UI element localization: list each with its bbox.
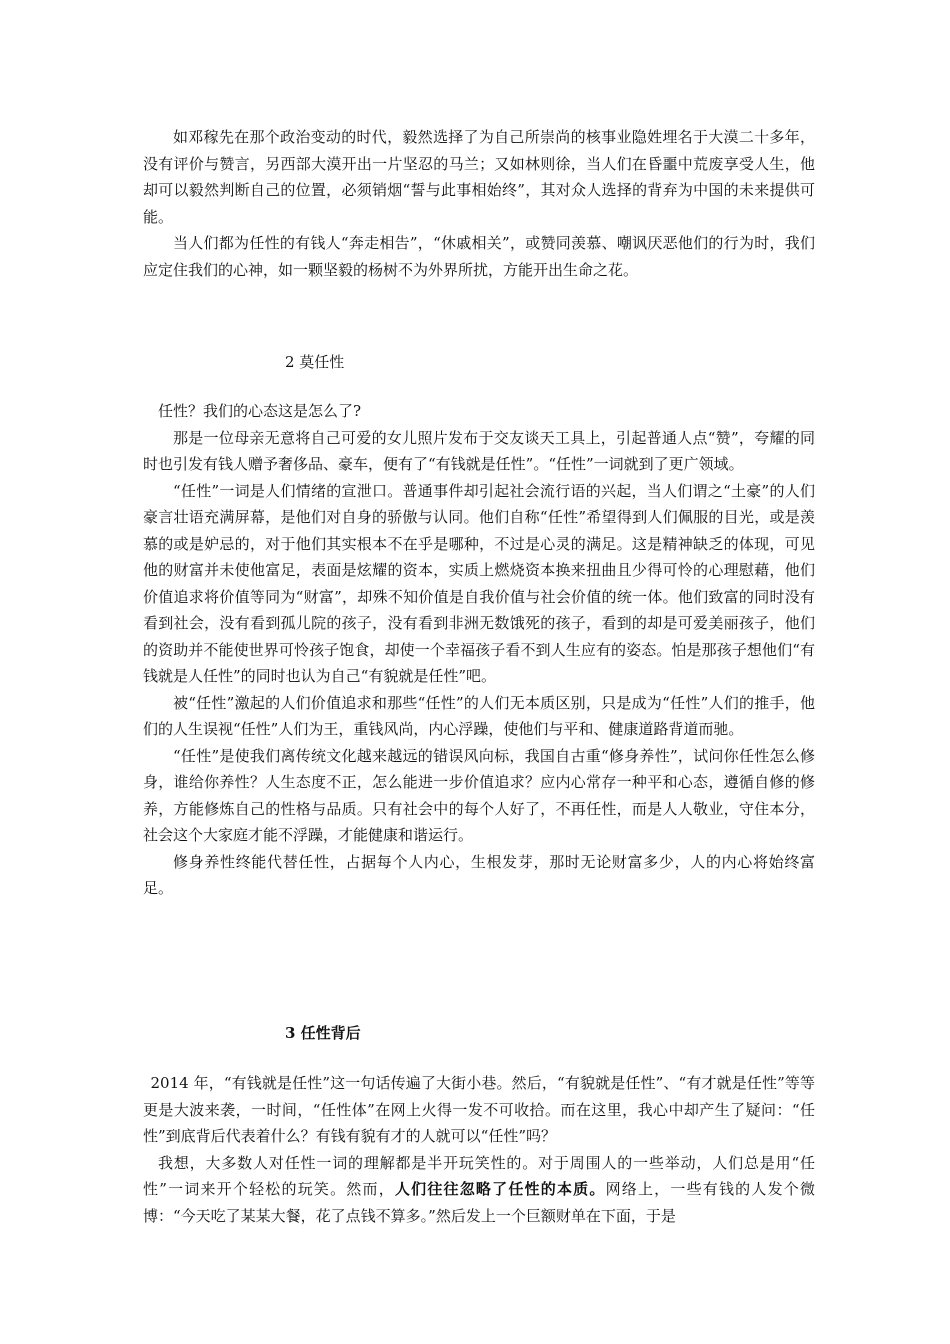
paragraph: 如邓稼先在那个政治变动的时代，毅然选择了为自己所崇尚的核事业隐姓埋名于大漠二十多年，没有评价与赞言，另西部大漠开出一片坚忍的马兰；又如林则徐，当人们在昏噩中荒废享受人生，他却可以毅然判断自己的位置，必须销烟“誓与此事相始终”，其对众人选择的背弃为中国的未来提供可能。 <box>143 128 815 226</box>
paragraph: 当人们都为任性的有钱人“奔走相告”，“休戚相关”，或赞同羡慕、嘲讽厌恶他们的行为时，我们应定住我们的心神，如一颗坚毅的杨树不为外界所扰，方能开出生命之花。 <box>143 234 815 279</box>
paragraph: 那是一位母亲无意将自己可爱的女儿照片发布于交友谈天工具上，引起普通人点“赞”，夸耀的同时也引发有钱人赠予奢侈品、豪车，便有了“有钱就是任性”。“任性”一词就到了更广领域。 <box>143 428 815 473</box>
section-1-body <box>143 124 815 283</box>
section-2-heading: 2 莫任性 <box>285 353 345 371</box>
section-3-body <box>143 1070 815 1229</box>
section-2-body <box>143 398 815 902</box>
paragraph: 2014 年，“有钱就是任性”这一句话传遍了大街小巷。然后，“有貌就是任性”、“有才就是任性”等等更是大波来袭，一时间，“任性体”在网上火得一发不可收拾。而在这里，我心中却产生了疑问：“任性”到底背后代表着什么？有钱有貌有才的人就可以“任性”吗？ <box>143 1074 815 1145</box>
paragraph: 修身养性终能代替任性，占据每个人内心，生根发芽，那时无论财富多少，人的内心将始终富足。 <box>143 852 815 897</box>
paragraph-text: 我想，大多数人对任性一词的理解都是半开玩笑性的。对于周围人的一些举动，人们总是用“任性”一词来开个轻松的玩笑。然而， <box>143 1153 815 1198</box>
paragraph: “任性”一词是人们情绪的宣泄口。普通事件却引起社会流行语的兴起，当人们谓之“土豪”的人们豪言壮语充满屏幕，是他们对自身的骄傲与认同。他们自称“任性”希望得到人们佩服的目光，或是羡慕的或是妒忌的，对于他们其实根本不在乎是哪种，不过是心灵的满足。这是精神缺乏的体现，可见他的财富并未使他富足，表面是炫耀的资本，实质上燃烧资本换来扭曲且少得可怜的心理慰藉，他们价值追求将价值等同为“财富”，却殊不知价值是自我价值与社会价值的统一体。他们致富的同时没有看到社会，没有看到孤儿院的孩子，没有看到非洲无数饿死的孩子，看到的却是可爱美丽孩子，他们的资助并不能使世界可怜孩子饱食，却使一个幸福孩子看不到人生应有的姿态。怕是那孩子想他们“有钱就是人任性”的同时也认为自己“有貌就是任性”吧。 <box>143 481 815 685</box>
paragraph <box>143 1150 815 1230</box>
paragraph: 被“任性”激起的人们价值追求和那些“任性”的人们无本质区别，只是成为“任性”人们的推手，他们的人生误视“任性”人们为王，重钱风尚，内心浮躁，使他们与平和、健康道路背道而驰。 <box>143 693 815 738</box>
section-3-heading: 3 任性背后 <box>285 1024 361 1042</box>
paragraph: 任性？我们的心态这是怎么了? <box>158 402 362 420</box>
paragraph: “任性”是使我们离传统文化越来越远的错误风向标，我国自古重“修身养性”，试问你任性怎么修身，谁给你养性？人生态度不正，怎么能进一步价值追求？应内心常存一种平和心态，遵循自修的修养，方能修炼自己的性格与品质。只有社会中的每个人好了，不再任性，而是人人敬业，守住本分，社会这个大家庭才能不浮躁，才能健康和谐运行。 <box>143 746 815 844</box>
emphasized-text: 人们往往忽略了任性的本质。 <box>394 1180 606 1198</box>
paragraph-text: 网络上，一些有钱的人发个微博：“今天吃了某某大餐，花了点钱不算多。”然后发上一个巨额财单在下面，于是 <box>143 1180 815 1225</box>
